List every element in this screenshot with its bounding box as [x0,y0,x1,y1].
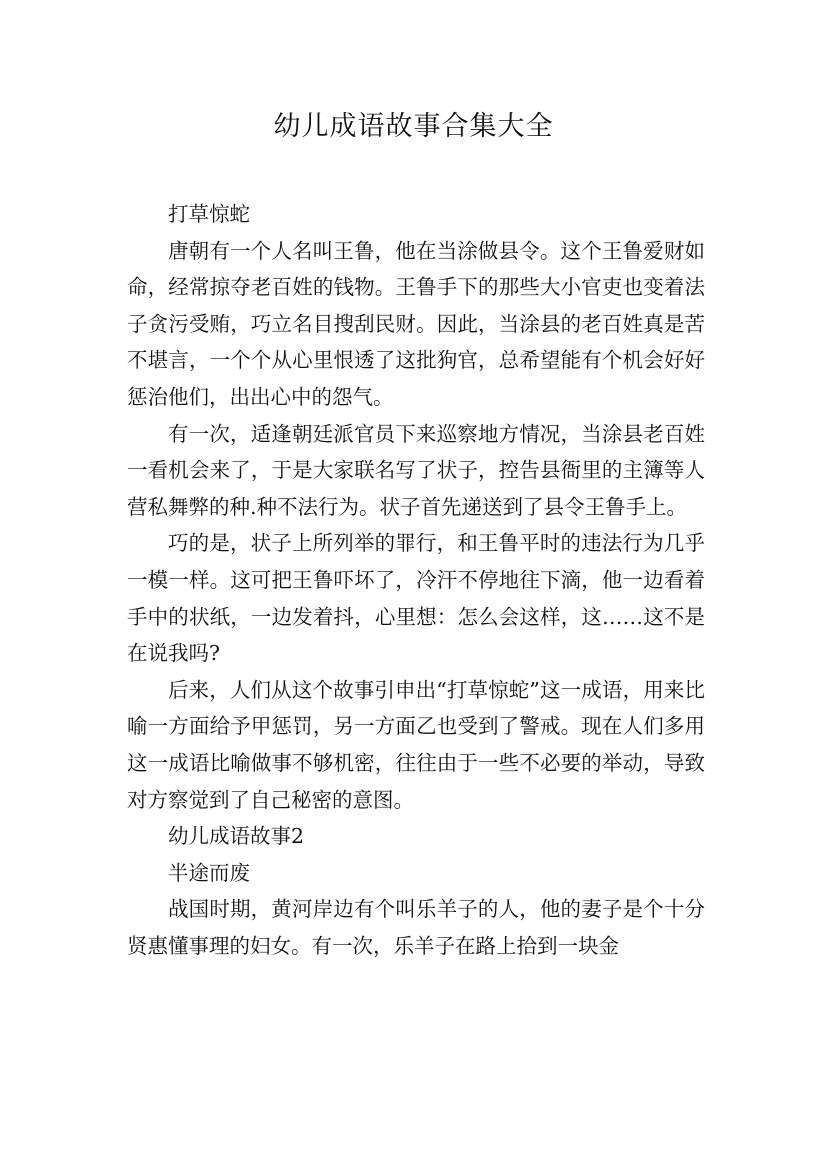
document-title: 幼儿成语故事合集大全 [273,111,554,142]
paragraph-heading: 幼儿成语故事2 [168,824,305,849]
paragraph: 巧的是，状子上所列举的罪行，和王鲁平时的违法行为几乎一模一样。这可把王鲁吓坏了，冷汗不停地往下滴，他一边看着手中的状纸，一边发着抖，心里想：怎么会这样，这……这不是在说我吗? [127,531,705,666]
document-body [127,196,705,964]
paragraph: 战国时期，黄河岸边有个叫乐羊子的人，他的妻子是个十分贤惠懂事理的妇女。有一次，乐羊子在路上拾到一块金 [127,897,705,958]
paragraph: 后来，人们从这个故事引申出“打草惊蛇”这一成语，用来比喻一方面给予甲惩罚，另一方面乙也受到了警戒。现在人们多用这一成语比喻做事不够机密，往往由于一些不必要的举动，导致对方察觉到了自己秘密的意图。 [127,677,705,812]
paragraph: 有一次，适逢朝廷派官员下来巡察地方情况，当涂县老百姓一看机会来了，于是大家联名写了状子，控告县衙里的主簿等人营私舞弊的种.种不法行为。状子首先递送到了县令王鲁手上。 [127,421,705,519]
paragraph-heading: 打草惊蛇 [168,202,250,226]
paragraph-heading: 半途而废 [168,860,250,885]
paragraph: 唐朝有一个人名叫王鲁，他在当涂做县令。这个王鲁爱财如命，经常掠夺老百姓的钱物。王鲁手下的那些大小官吏也变着法子贪污受贿，巧立名目搜刮民财。因此，当涂县的老百姓真是苦不堪言，一个个从心里恨透了这批狗官，总希望能有个机会好好惩治他们，出出心中的怨气。 [127,238,705,409]
